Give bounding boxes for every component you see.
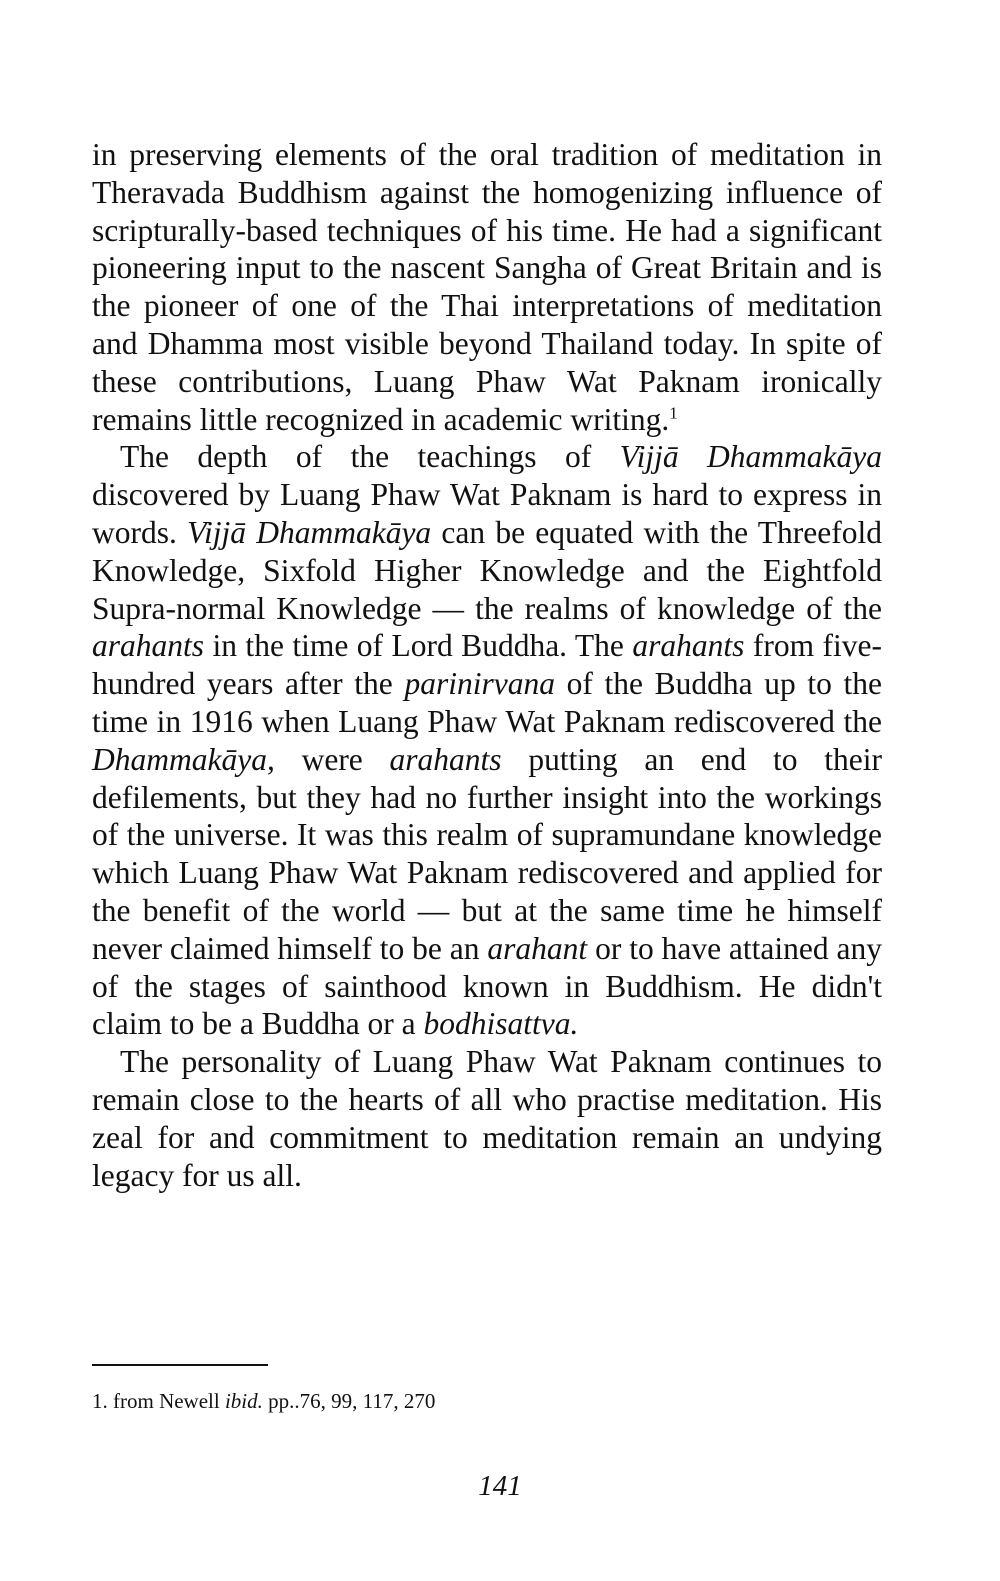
text-segment: or to have attained any of the stages of sainthood known in Buddhism. He didn't claim to be a Buddha or a (92, 930, 882, 1042)
text-segment: arahants (389, 741, 502, 777)
text-segment: The personality of Luang Phaw Wat Paknam continues to remain close to the hearts of all who practise meditation. His zeal for and commitment to meditation remain an undying legacy for us all. (92, 1044, 882, 1193)
text-segment: parinirvana (404, 666, 555, 702)
paragraph-3 (92, 1043, 882, 1194)
text-segment: in preserving elements of the oral tradition of meditation in Theravada Buddhism against the homogenizing influence of scripturally-based techniques of his time. He had a significant pioneering input to the nascent Sangha of Great Britain and is the pioneer of one of the Thai interpretations of meditation and Dhamma most visible beyond Thailand today. In spite of these contributions, Luang Phaw Wat Paknam ironically remains little recognized in academic writing. (92, 137, 882, 437)
paragraph-1 (92, 136, 882, 438)
text-segment: putting an end to their defilements, but they had no further insight into the workings of the universe. It was this realm of supramundane knowledge which Luang Phaw Wat Paknam rediscovered and applied for the benefit of the world — but at the same time he himself never claimed himself to be an (92, 741, 882, 966)
text-segment: bodhisattva. (423, 1006, 579, 1042)
footnote-prefix: from Newell (113, 1389, 225, 1413)
text-segment: Vijjā Dhammakāya (619, 439, 883, 475)
footnote (92, 1388, 435, 1414)
footnote-italic: ibid. (224, 1389, 263, 1413)
footnote-suffix: pp..76, 99, 117, 270 (262, 1389, 436, 1413)
text-segment: were (274, 741, 390, 777)
text-segment: from five-hundred years after the (92, 628, 882, 702)
body-text (92, 136, 882, 1194)
text-segment: arahants (632, 628, 745, 664)
text-segment: of the Buddha up to the time in 1916 when Luang Phaw Wat Paknam rediscovered the (92, 666, 883, 739)
text-segment: discovered by Luang Phaw Wat Paknam is hard to express in words. (92, 477, 882, 550)
footnote-number: 1. (92, 1389, 108, 1413)
text-segment: Vijjā Dhammakāya (187, 514, 432, 550)
footnote-reference: 1 (669, 403, 678, 423)
text-segment: Dhammakāya, (92, 741, 275, 777)
paragraph-2 (92, 438, 882, 1043)
text-segment: in the time of Lord Buddha. The (204, 628, 633, 664)
text-segment: arahants (92, 628, 205, 664)
page-number: 141 (478, 1470, 522, 1502)
text-segment: can be equated with the Threefold Knowledge, Sixfold Higher Knowledge and the Eightfold Supra-normal Knowledge — the realms of knowledge of the (92, 514, 882, 626)
footnote-divider (92, 1364, 268, 1366)
text-segment: The depth of the teachings of (120, 439, 620, 475)
text-segment: arahant (487, 930, 588, 966)
